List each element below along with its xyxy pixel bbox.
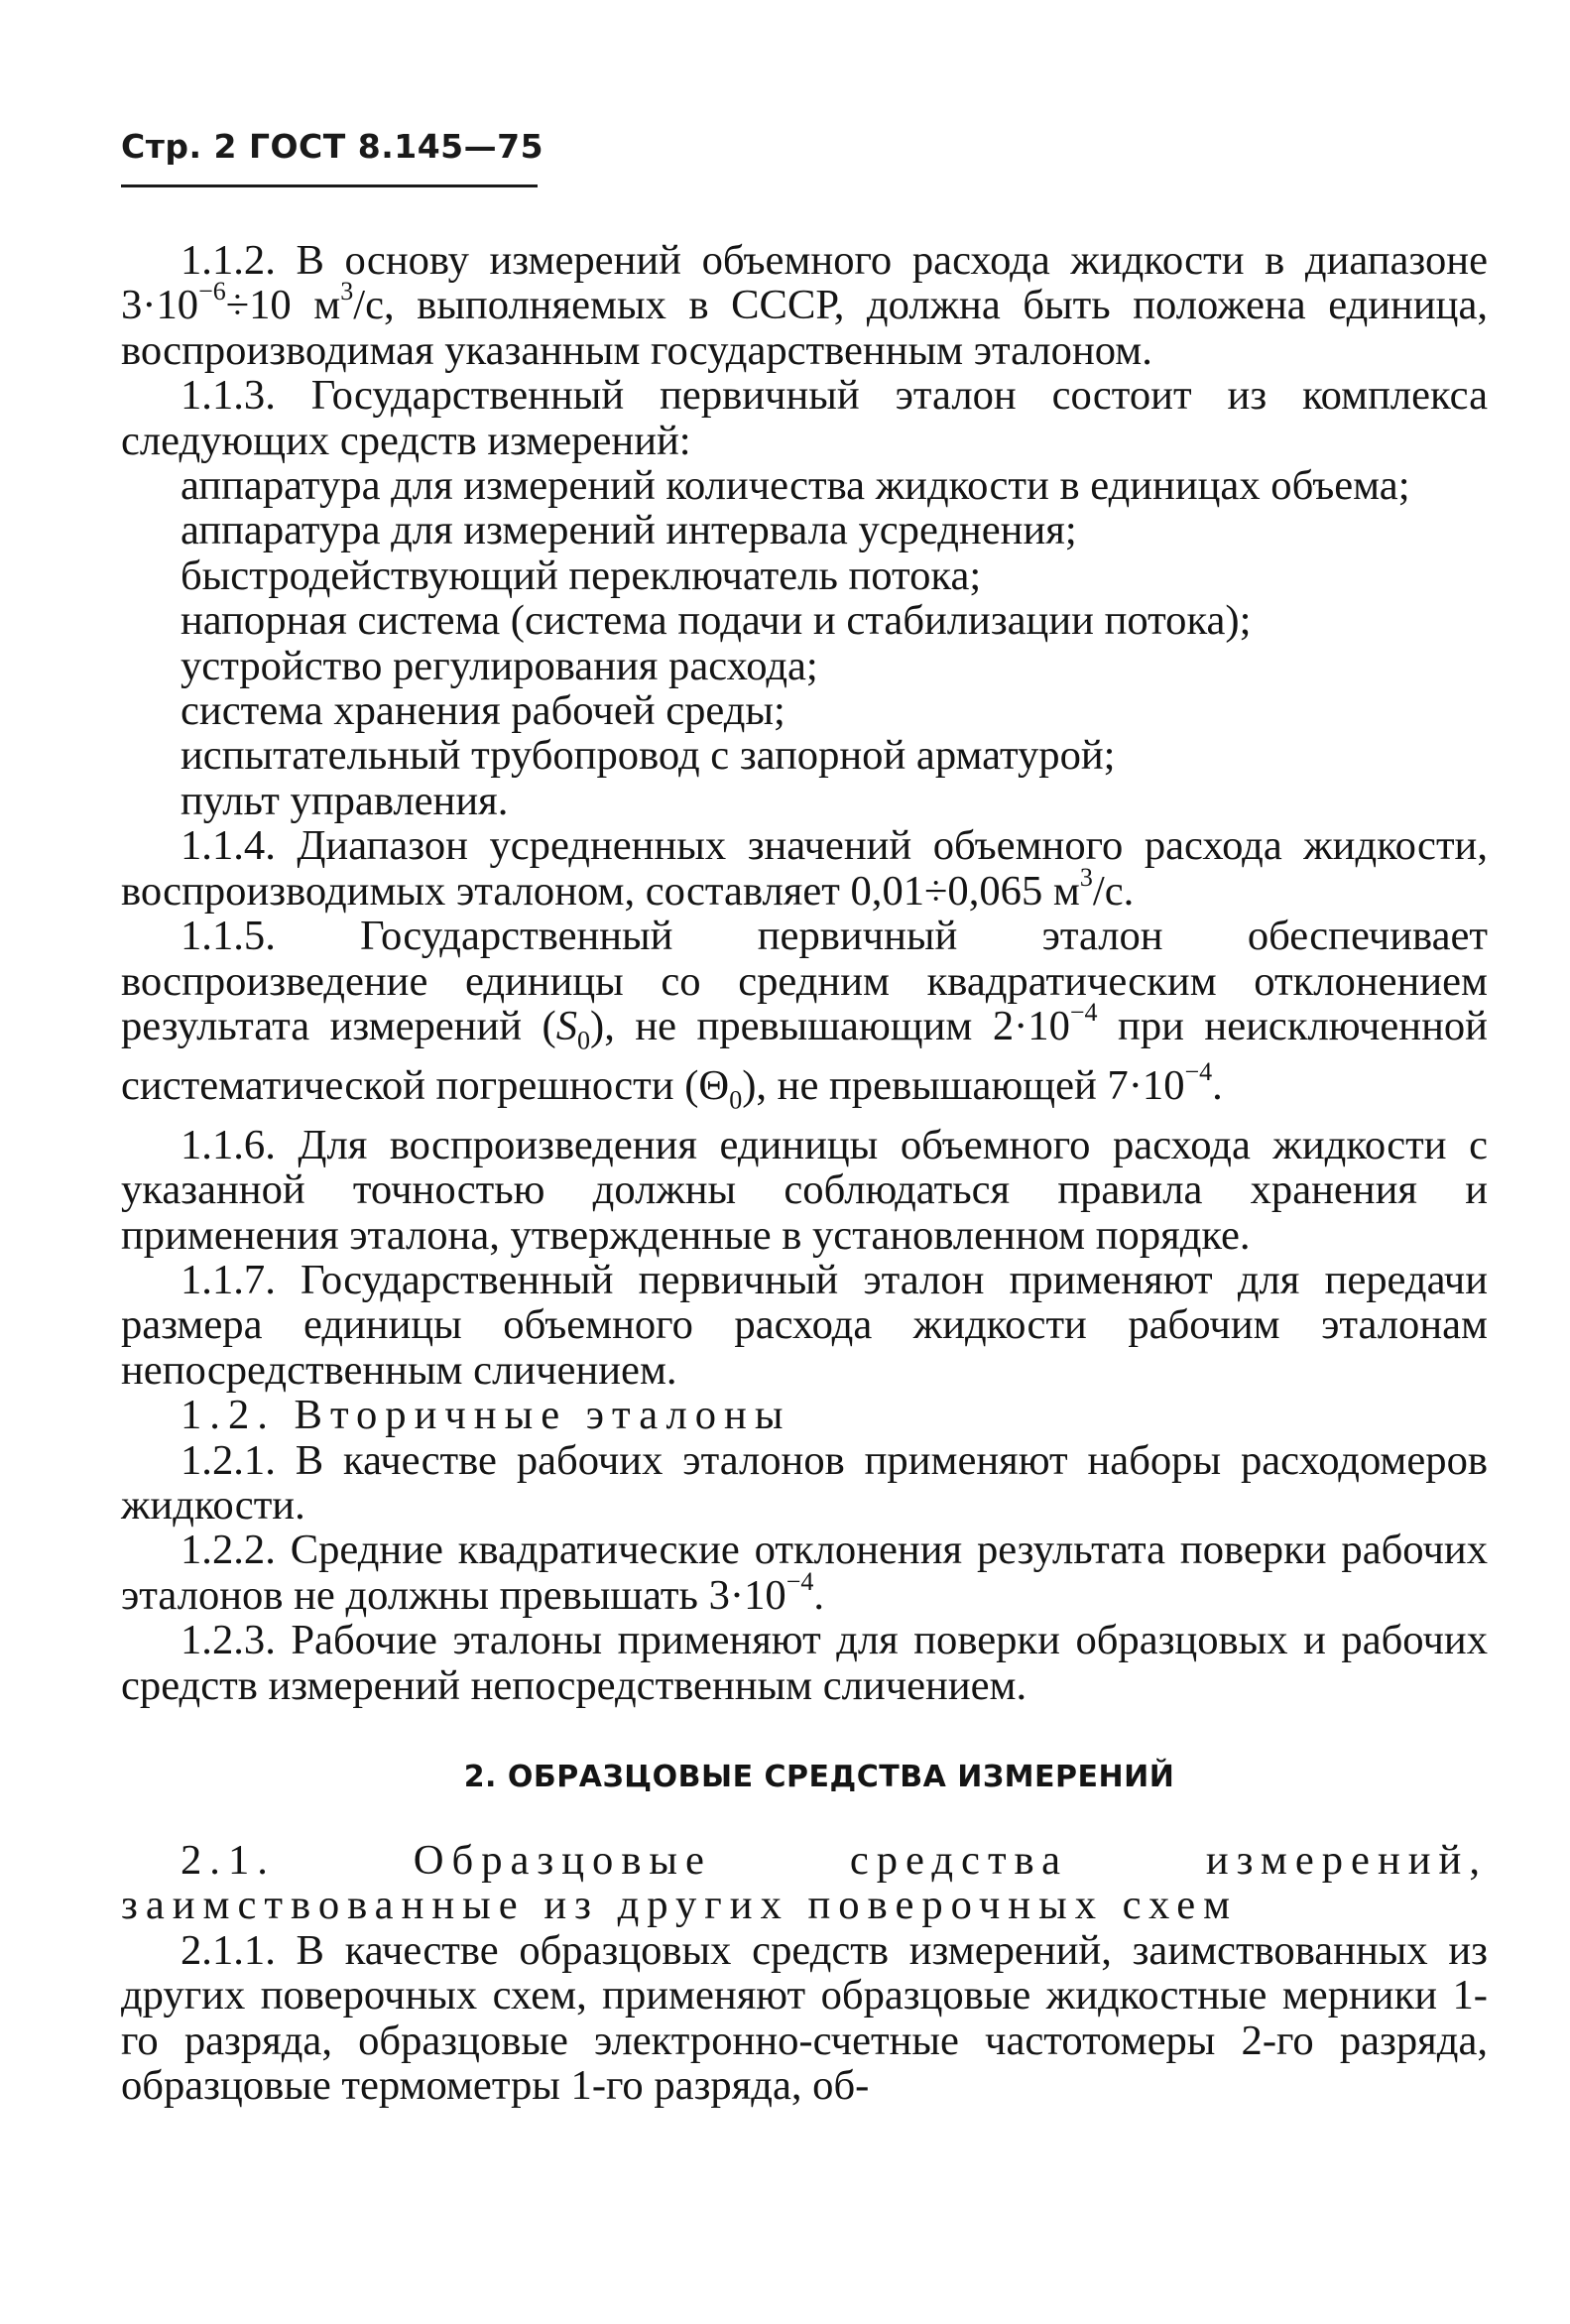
list-item: устройство регулирования расхода; <box>181 642 818 689</box>
paragraph-1-1-5: 1.1.5. Государственный первичный эталон обеспечивает воспроизведение единицы со средним квадратическим отклонением результата измерений $(S_0)$, не превышающим $2\cdot 10^{-4}$ при неисключенной систематической погрешности $(\Theta_0)$, не превышающей $7\cdot 10^{-4}$. <box>121 913 1488 1115</box>
paragraph-2-1-1: 2.1.1. В качестве образцовых средств измерений, заимствованных из других поверочных схем, применяют образцовые жидкостные мерники 1-го разряда, образцовые электронно-счетные частотомеры 2-го разряда, образцовые термометры 1-го разряда, об- <box>121 1926 1488 2110</box>
list-item: быстродействующий переключатель потока; <box>181 551 982 599</box>
list-item: аппаратура для измерений интервала усреднения; <box>181 507 1077 554</box>
paragraph-1-1-6: 1.1.6. Для воспроизведения единицы объемного расхода жидкости с указанной точностью должны соблюдаться правила хранения и применения эталона, утвержденные в установленном порядке. <box>121 1121 1488 1259</box>
paragraph-1-2-3: 1.2.3. Рабочие эталоны применяют для поверки образцовых и рабочих средств измерений непосредственным сличением. <box>121 1617 1488 1709</box>
header-rule <box>121 184 538 187</box>
paragraph-1-2-1: 1.2.1. В качестве рабочих эталонов применяют наборы расходомеров жидкости. <box>121 1436 1488 1529</box>
section-title: 2. ОБРАЗЦОВЫЕ СРЕДСТВА ИЗМЕРЕНИЙ <box>463 1760 1175 1795</box>
paragraph-1-1-4: 1.1.4. Диапазон усредненных значений объемного расхода жидкости, воспроизводимых эталоном, составляет 0,01÷0,065 $м^3/с$. <box>121 822 1488 915</box>
paragraph-1-1-2: 1.1.2. В основу измерений объемного расхода жидкости в диапазоне $3\cdot 10^{-6}\div 10$ $м^3/с$, выполняемых в СССР, должна быть положена единица, воспроизводимая указанным государственным эталоном. <box>121 237 1488 374</box>
list-item: испытательный трубопровод с запорной арматурой; <box>181 732 1116 780</box>
list-item: система хранения рабочей среды; <box>181 687 785 735</box>
paragraph-1-2-2: 1.2.2. Средние квадратические отклонения результата поверки рабочих эталонов не должны превышать $3\cdot 10^{-4}$. <box>121 1527 1488 1619</box>
document-body <box>121 238 1488 2108</box>
paragraph-1-1-7: 1.1.7. Государственный первичный эталон применяют для передачи размера единицы объемного расхода жидкости рабочим эталонам непосредственным сличением. <box>121 1256 1488 1394</box>
paragraph-1-1-3: 1.1.3. Государственный первичный эталон состоит из комплекса следующих средств измерений: <box>121 372 1488 464</box>
page-header: Стр. 2 ГОСТ 8.145—75 <box>121 127 544 166</box>
list-item: аппаратура для измерений количества жидкости в единицах объема; <box>181 462 1410 510</box>
list-item: пульт управления. <box>181 777 509 824</box>
subsection-heading-2-1: 2.1. Образцовые средства измерений, заимствованные из других поверочных схем <box>121 1837 1488 1929</box>
subsection-heading-1-2: 1.2. Вторичные эталоны <box>181 1392 791 1439</box>
list-item: напорная система (система подачи и стабилизации потока); <box>181 597 1252 645</box>
